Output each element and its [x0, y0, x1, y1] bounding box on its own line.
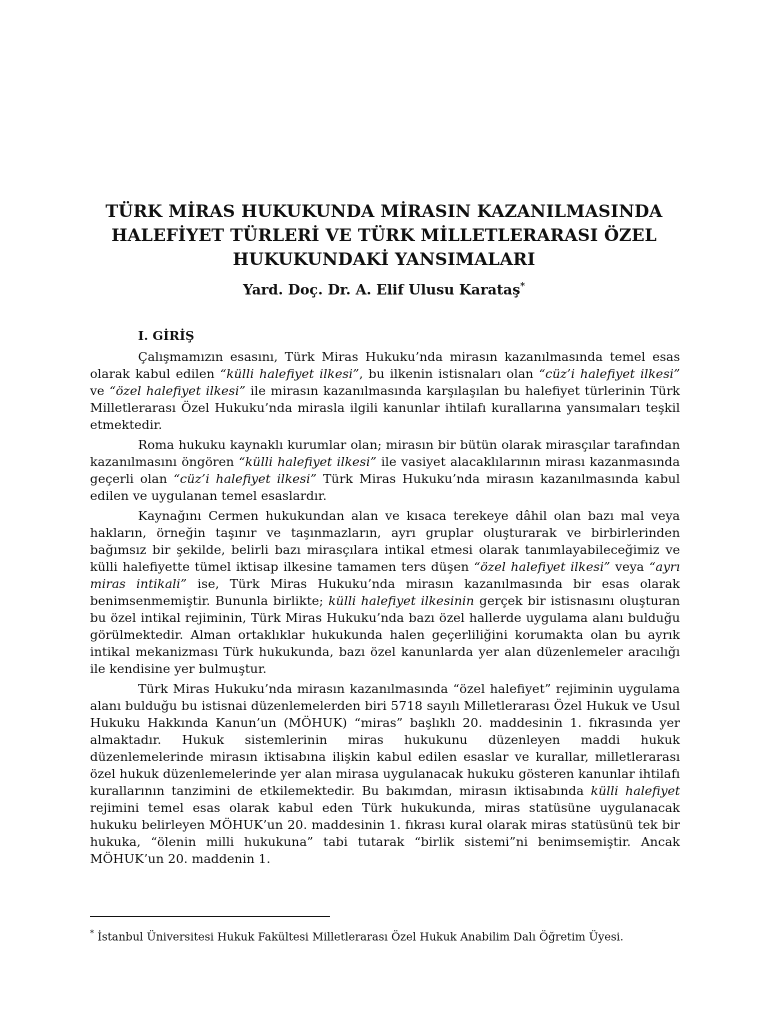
- text-run: Türk Miras Hukuku’nda mirasın kazanılmasında kabul edilen ve uygulanan temel esaslardır.: [90, 471, 681, 503]
- title-line-3: HUKUKUNDAKİ YANSIMALARI: [232, 250, 536, 270]
- text-run: Roma hukuku kaynaklı kurumlar olan; mirasın bir bütün olarak mirasçılar tarafından kazanılmasını öngören: [90, 437, 680, 469]
- paragraph-2: [90, 436, 680, 504]
- text-run: Kaynağını Cermen hukukundan alan ve kısaca terekeye dâhil olan bazı mal veya hakların, örneğin taşınır ve taşınmazların, ayrı gruplar oluşturarak ve birbirlerinden bağımsız bir şekilde, belirli bazı mirasçılara intikal etmesi olarak tanımlayabileceğimiz ve külli halefiyette tümel iktisap ilkesine tamamen ters düşen: [90, 508, 680, 574]
- text-run: rejimini temel esas olarak kabul eden Türk hukukunda, miras statüsüne uygulanacak hukuku belirleyen MÖHUK’un 20. maddesinin 1. fıkrası kural olarak miras statüsünü tek bir hukuka, “ölenin milli hukukuna” tabi tutarak “birlik sistemi”ni benimsemiştir. Ancak MÖHUK’un 20. maddenin 1.: [90, 800, 680, 866]
- italic-term: külli halefiyet ilkesinin: [328, 593, 475, 608]
- text-run: ile mirasın kazanılmasında karşılaşılan bu halefiyet türlerinin Türk Milletlerarası Özel Hukuku’nda mirasla ilgili kanunlar ihtilafı kurallarına yansımaları teşkil etmektedir.: [90, 383, 680, 432]
- italic-term: “ayrı miras intikali”: [90, 559, 680, 591]
- text-run: Çalışmamızın esasını, Türk Miras Hukuku’nda mirasın kazanılmasında temel esas olarak kabul edilen: [90, 349, 680, 381]
- text-run: , bu ilkenin istisnaları olan: [359, 366, 539, 381]
- italic-term: “cüz’i halefiyet ilkesi”: [173, 471, 317, 486]
- italic-term: “özel halefiyet ilkesi”: [109, 383, 246, 398]
- italic-term: “cüz’i halefiyet ilkesi”: [538, 366, 680, 381]
- footnote-text: İstanbul Üniversitesi Hukuk Fakültesi Milletlerarası Özel Hukuk Anabilim Dalı Öğretim Üyesi.: [97, 930, 624, 944]
- author-footnote-mark: *: [520, 282, 525, 292]
- text-run: Türk Miras Hukuku’nda mirasın kazanılmasında “özel halefiyet” rejiminin uygulama alanı bulduğu bu istisnai düzenlemelerden biri 5718 sayılı Milletlerarası Özel Hukuk ve Usul Hukuku Hakkında Kanun’un (MÖHUK) “miras” başlıklı 20. maddesinin 1. fıkrasında yer almaktadır. Hukuk sistemlerinin miras hukukunu düzenleyen maddi hukuk düzenlemelerinde mirasın iktisabına ilişkin kabul edilen esaslar ve kurallar, milletlerarası özel hukuk düzenlemelerinde yer alan mirasa uygulanacak hukuku gösteren kanunlar ihtilafı kurallarının tanzimini de etkilemektedir. Bu bakımdan, mirasın iktisabında: [90, 681, 680, 798]
- italic-term: “külli halefiyet ilkesi”: [238, 454, 377, 469]
- text-run: ile vasiyet alacaklılarının mirası kazanmasında geçerli olan: [90, 454, 680, 486]
- paragraph-1: [90, 348, 680, 433]
- paragraph-4: [90, 680, 680, 867]
- paragraph-3: [90, 507, 680, 677]
- title-line-1: TÜRK MİRAS HUKUKUNDA MİRASIN KAZANILMASINDA: [105, 202, 663, 222]
- text-run: gerçek bir istisnasını oluşturan bu özel intikal rejiminin, Türk Miras Hukuku’nda bazı özel hallerde uygulama alanı bulduğu görülmektedir. Alman ortaklıklar hukukunda halen geçerliliğini korumakta olan bu ayrık intikal mekanizması Türk hukukunda, bazı özel kanunlarda yer alan düzenlemeler aracılığı ile kendisine yer bulmuştur.: [90, 593, 680, 676]
- text-run: veya: [610, 559, 650, 574]
- section-heading: I. GİRİŞ: [138, 328, 195, 343]
- author-name: Yard. Doç. Dr. A. Elif Ulusu Karataş: [243, 282, 521, 299]
- italic-term: “özel halefiyet ilkesi”: [473, 559, 611, 574]
- text-run: ise, Türk Miras Hukuku’nda mirasın kazanılmasında bir esas olarak benimsenmemiştir. Bununla birlikte;: [90, 576, 681, 608]
- author-line: [70, 282, 698, 299]
- italic-term: “külli halefiyet ilkesi”: [219, 366, 360, 381]
- footnote: [90, 926, 680, 945]
- title-line-2: HALEFİYET TÜRLERİ VE TÜRK MİLLETLERARASI ÖZEL: [111, 226, 657, 246]
- article-title: [70, 200, 698, 272]
- footnote-separator: [90, 916, 330, 917]
- footnote-mark: *: [90, 929, 94, 938]
- text-run: ve: [90, 383, 110, 398]
- italic-term: külli halefiyet: [590, 783, 680, 798]
- article-body: [90, 348, 680, 870]
